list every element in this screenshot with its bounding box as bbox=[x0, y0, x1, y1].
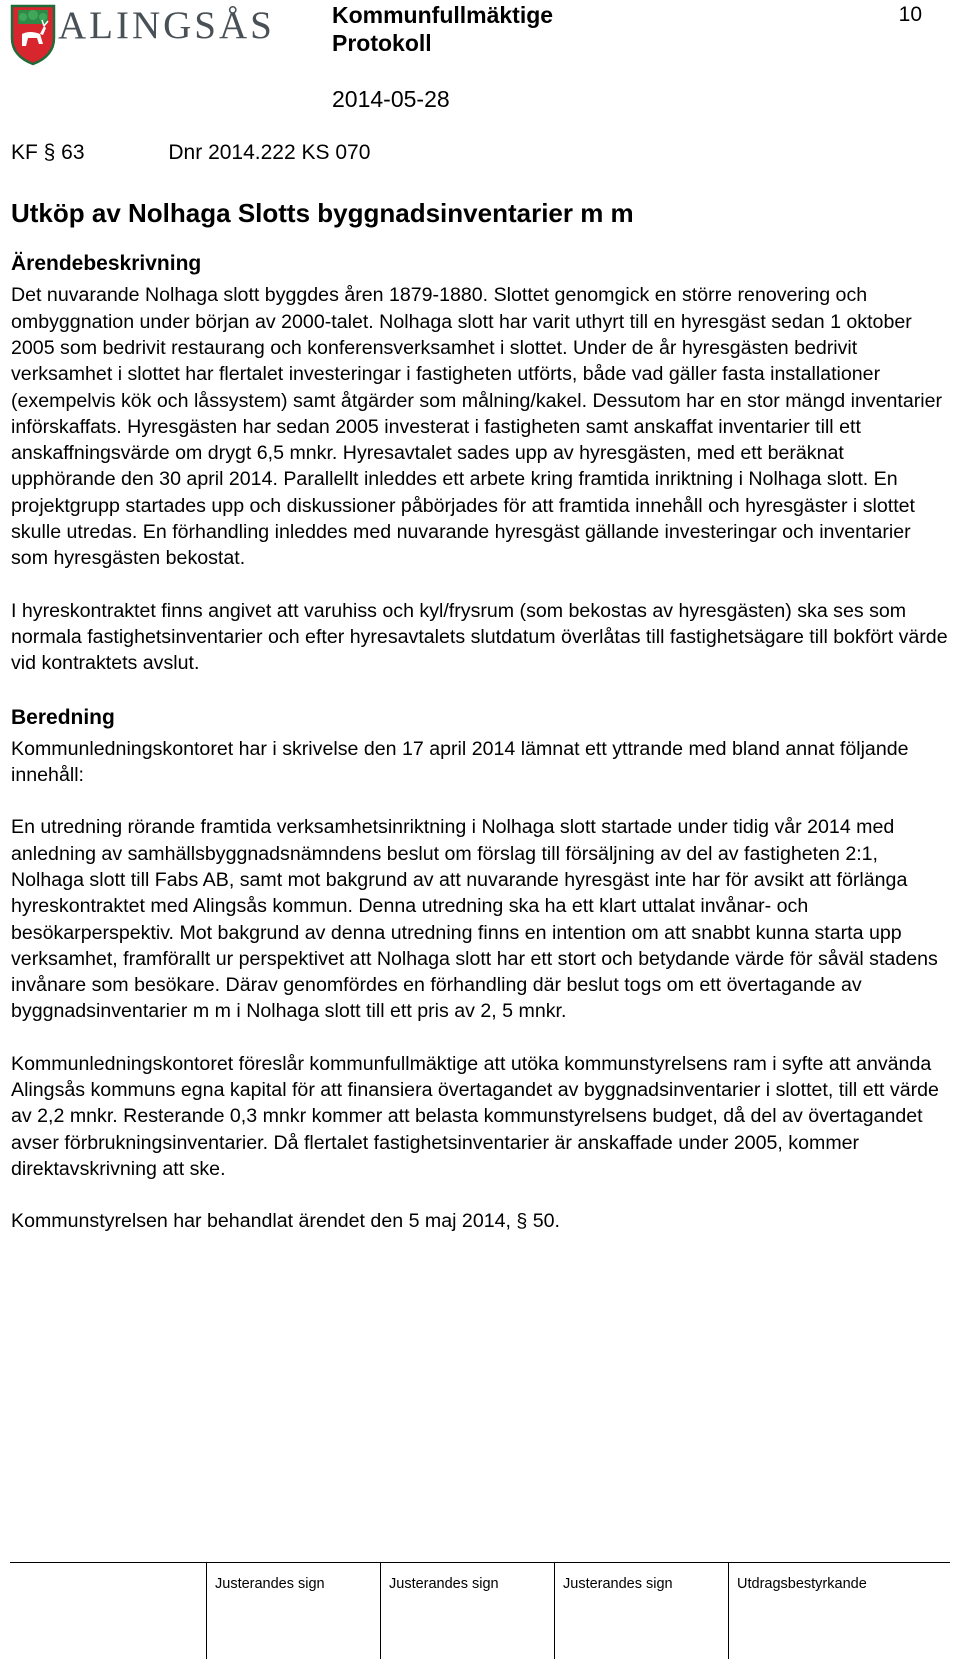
paragraph: En utredning rörande framtida verksamhetsinriktning i Nolhaga slott startade under tidig vår 2014 med anledning av samhällsbyggnadsnämndens beslut om förslag till försäljning av del av fastigheten 2:1, Nolhaga slott till Fabs AB, samt mot bakgrund av att nuvarande hyresgäst inte har för avsikt att förlänga hyreskontraktet med Alingsås kommun. Denna utredning ska ha ett klart uttalat invånar- och besökarperspektiv. Mot bakgrund av denna utredning finns en intention om att snabbt kunna starta upp verksamhet, framförallt ur perspektivet att Nolhaga slott har ett stort och betydande värde för såväl stadens invånare som besökare. Därav genomfördes en förhandling där beslut togs om ett övertagande av byggnadsinventarier m m i Nolhaga slott till ett pris av 2, 5 mnkr. bbox=[11, 816, 938, 1023]
section-heading-case-description: Ärendebeskrivning bbox=[11, 252, 202, 276]
paragraph: Det nuvarande Nolhaga slott byggdes åren 1879-1880. Slottet genomgick en större renovering och ombyggnation under början av 2000-talet. Nolhaga slott har varit uthyrt till en hyresgäst sedan 1 oktober 2005 som bedrivit restaurang och konferensverksamhet i slottet. Under de år hyresgästen bedrivit verksamhet i slottet har flertalet investeringar i fastigheten utförts, både vad gäller fasta installationer (exempelvis kök och låssystem) samt åtgärder som målning/kakel. Dessutom har en stor mängd inventarier införskaffats. Hyresgästen har sedan 2005 investerat i fastigheten samt anskaffat inventarier till ett anskaffningsvärde om drygt 6,5 mnkr. Hyresavtalet sades upp av hyresgästen, med ett beräknat upphörande den 30 april 2014. Parallellt inleddes ett arbete kring framtida inriktning i Nolhaga slott. En projektgrupp startades upp och diskussioner påbörjades för att framtida innehåll och hyresgäster i slottet skulle utredas. En förhandling inleddes med nuvarande hyresgäst gällande investeringar och inventarier som hyresgästen bekostat. bbox=[11, 284, 943, 570]
diary-number: Dnr 2014.222 KS 070 bbox=[168, 141, 371, 164]
page-number: 10 bbox=[898, 3, 922, 26]
coat-of-arms-icon bbox=[10, 4, 56, 66]
document-body bbox=[11, 198, 951, 1260]
paragraph: Kommunledningskontoret föreslår kommunfullmäktige att utöka kommunstyrelsens ram i syfte att använda Alingsås kommuns egna kapital för att finansiera övertagandet av byggnadsinventarier i slottet, till ett värde av 2,2 mnkr. Resterande 0,3 mnkr kommer att belasta kommunstyrelsens budget, då del av övertagandet avser förbrukningsinventarier. Då flertalet fastighetsinventarier är anskaffade under 2005, kommer direktavskrivning att ske. bbox=[11, 1052, 939, 1180]
case-reference bbox=[11, 140, 370, 165]
document-title: Utköp av Nolhaga Slotts byggnadsinventarier m m bbox=[11, 198, 634, 228]
signature-label: Justerandes sign bbox=[563, 1576, 673, 1592]
municipality-logo bbox=[10, 4, 300, 66]
paragraph-number: KF § 63 bbox=[11, 141, 85, 164]
signature-box bbox=[554, 1562, 729, 1659]
paragraph: Kommunledningskontoret har i skrivelse den 17 april 2014 lämnat ett yttrande med bland annat följande innehåll: bbox=[11, 737, 909, 787]
paragraph: I hyreskontraktet finns angivet att varuhiss och kyl/frysrum (som bekostas av hyresgästen) ska ses som normala fastighetsinventarier och efter hyresavtalets slutdatum överlåtas till fastighetsägare till bokfört värde vid kontraktets avslut. bbox=[11, 599, 948, 675]
body-name: Kommunfullmäktige bbox=[332, 2, 554, 28]
signature-box bbox=[380, 1562, 555, 1659]
certification-label: Utdragsbestyrkande bbox=[737, 1576, 867, 1592]
signature-label: Justerandes sign bbox=[389, 1576, 499, 1592]
signature-footer bbox=[0, 1562, 960, 1659]
meeting-date: 2014-05-28 bbox=[332, 86, 450, 112]
signature-label: Justerandes sign bbox=[215, 1576, 325, 1592]
paragraph: Kommunstyrelsen har behandlat ärendet den 5 maj 2014, § 50. bbox=[11, 1210, 560, 1233]
municipality-name: ALINGSÅS bbox=[58, 4, 275, 47]
document-type: Protokoll bbox=[332, 30, 432, 56]
section-heading-preparation: Beredning bbox=[11, 705, 115, 729]
certification-box bbox=[728, 1562, 951, 1659]
signature-box bbox=[206, 1562, 381, 1659]
